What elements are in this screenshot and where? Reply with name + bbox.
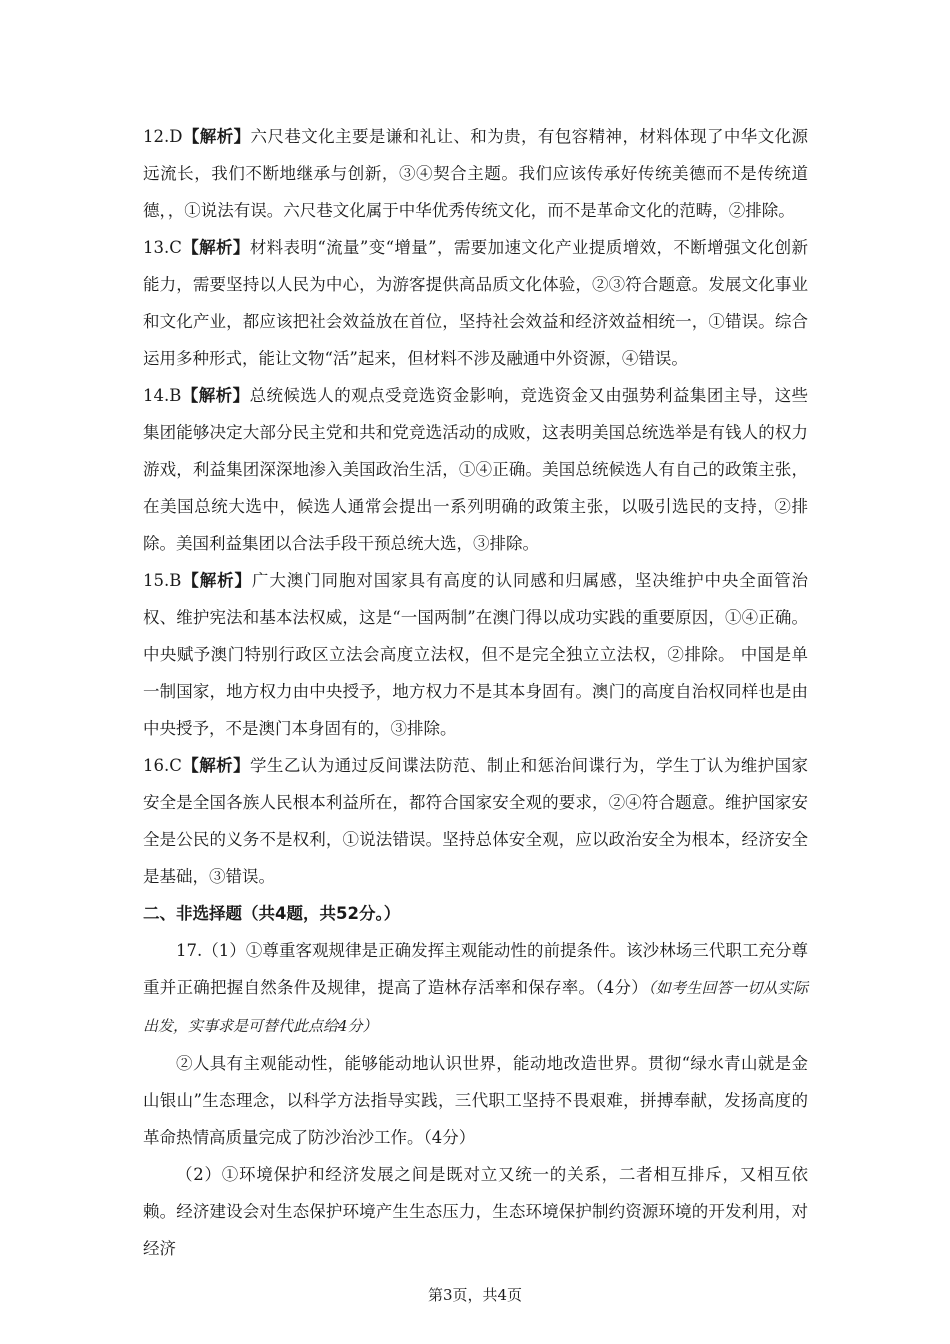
answer-text: 六尺巷文化主要是谦和礼让、和为贵，有包容精神，材料体现了中华文化源远流长，我们不断地继承与创新，③④契合主题。我们应该传承好传统美德而不是传统道德，，①说法有误。六尺巷文化属于中华优秀传统文化，而不是革命文化的范畴，②排除。 <box>143 127 809 220</box>
answer-number: 12.D <box>143 127 183 146</box>
answer-content <box>143 118 808 1267</box>
q17-part3: （2）①环境保护和经济发展之间是既对立又统一的关系，二者相互排斥，又相互依赖。经济建设会对生态保护环境产生生态压力，生态环境保护制约资源环境的开发利用，对经济 <box>143 1165 808 1258</box>
answer-text: 总统候选人的观点受竞选资金影响，竞选资金又由强势利益集团主导，这些集团能够决定大部分民主党和共和党竞选活动的成败，这表明美国总统选举是有钱人的权力游戏，利益集团深深地渗入美国政治生活，①④正确。美国总统候选人有自己的政策主张，在美国总统大选中，候选人通常会提出一系列明确的政策主张，以吸引选民的支持，②排除。美国利益集团以合法手段干预总统大选，③排除。 <box>143 386 809 553</box>
answer-15 <box>143 562 808 747</box>
q17-part2: ②人具有主观能动性，能够能动地认识世界，能动地改造世界。贯彻“绿水青山就是金山银山”生态理念，以科学方法指导实践，三代职工坚持不畏艰难，拼搏奉献，发扬高度的革命热情高质量完成了防沙治沙工作。（4分） <box>143 1054 808 1147</box>
analysis-tag: 【解析】 <box>181 571 252 590</box>
answer-number: 16.C <box>143 756 182 775</box>
answer-16 <box>143 747 808 895</box>
answer-text: 材料表明“流量”变“增量”，需要加速文化产业提质增效，不断增强文化创新能力，需要坚持以人民为中心，为游客提供高品质文化体验，②③符合题意。发展文化事业和文化产业，都应该把社会效益放在首位，坚持社会效益和经济效益相统一，①错误。综合运用多种形式，能让文物“活”起来，但材料不涉及融通中外资源，④错误。 <box>143 238 809 368</box>
answer-text: 广大澳门同胞对国家具有高度的认同感和归属感，坚决维护中央全面管治权、维护宪法和基本法权威，这是“一国两制”在澳门得以成功实践的重要原因，①④正确。 中央赋予澳门特别行政区立法会高度立法权，但不是完全独立立法权，②排除。 中国是单一制国家，地方权力由中央授予，地方权力不是其本身固有。澳门的高度自治权同样也是由中央授予，不是澳门本身固有的，③排除。 <box>143 571 808 738</box>
answer-text: 学生乙认为通过反间谍法防范、制止和惩治间谍行为，学生丁认为维护国家安全是全国各族人民根本利益所在，都符合国家安全观的要求，②④符合题意。维护国家安全是公民的义务不是权利，①说法错误。坚持总体安全观，应以政治安全为根本，经济安全是基础，③错误。 <box>143 756 809 886</box>
answer-number: 13.C <box>143 238 182 257</box>
page-footer: 第3页，共4页 <box>427 1286 523 1304</box>
q17-part1 <box>143 932 808 1045</box>
analysis-tag: 【解析】 <box>181 238 250 257</box>
answer-14 <box>143 377 808 562</box>
q17-part1-text: 17.（1）①尊重客观规律是正确发挥主观能动性的前提条件。该沙林场三代职工充分尊重并正确把握自然条件及规律，提高了造林存活率和保存率。（4分） <box>143 941 808 997</box>
analysis-tag: 【解析】 <box>181 756 250 775</box>
analysis-tag: 【解析】 <box>181 386 250 405</box>
answer-12 <box>143 118 808 229</box>
analysis-tag: 【解析】 <box>182 127 251 146</box>
answer-number: 14.B <box>143 386 182 405</box>
q17-part1-note: （如考生回答一切从实际出发，实事求是可替代此点给4分） <box>143 979 808 1035</box>
answer-13 <box>143 229 808 377</box>
answer-number: 15.B <box>143 571 182 590</box>
section-title: 二、非选择题（共4题，共52分。） <box>143 904 401 923</box>
